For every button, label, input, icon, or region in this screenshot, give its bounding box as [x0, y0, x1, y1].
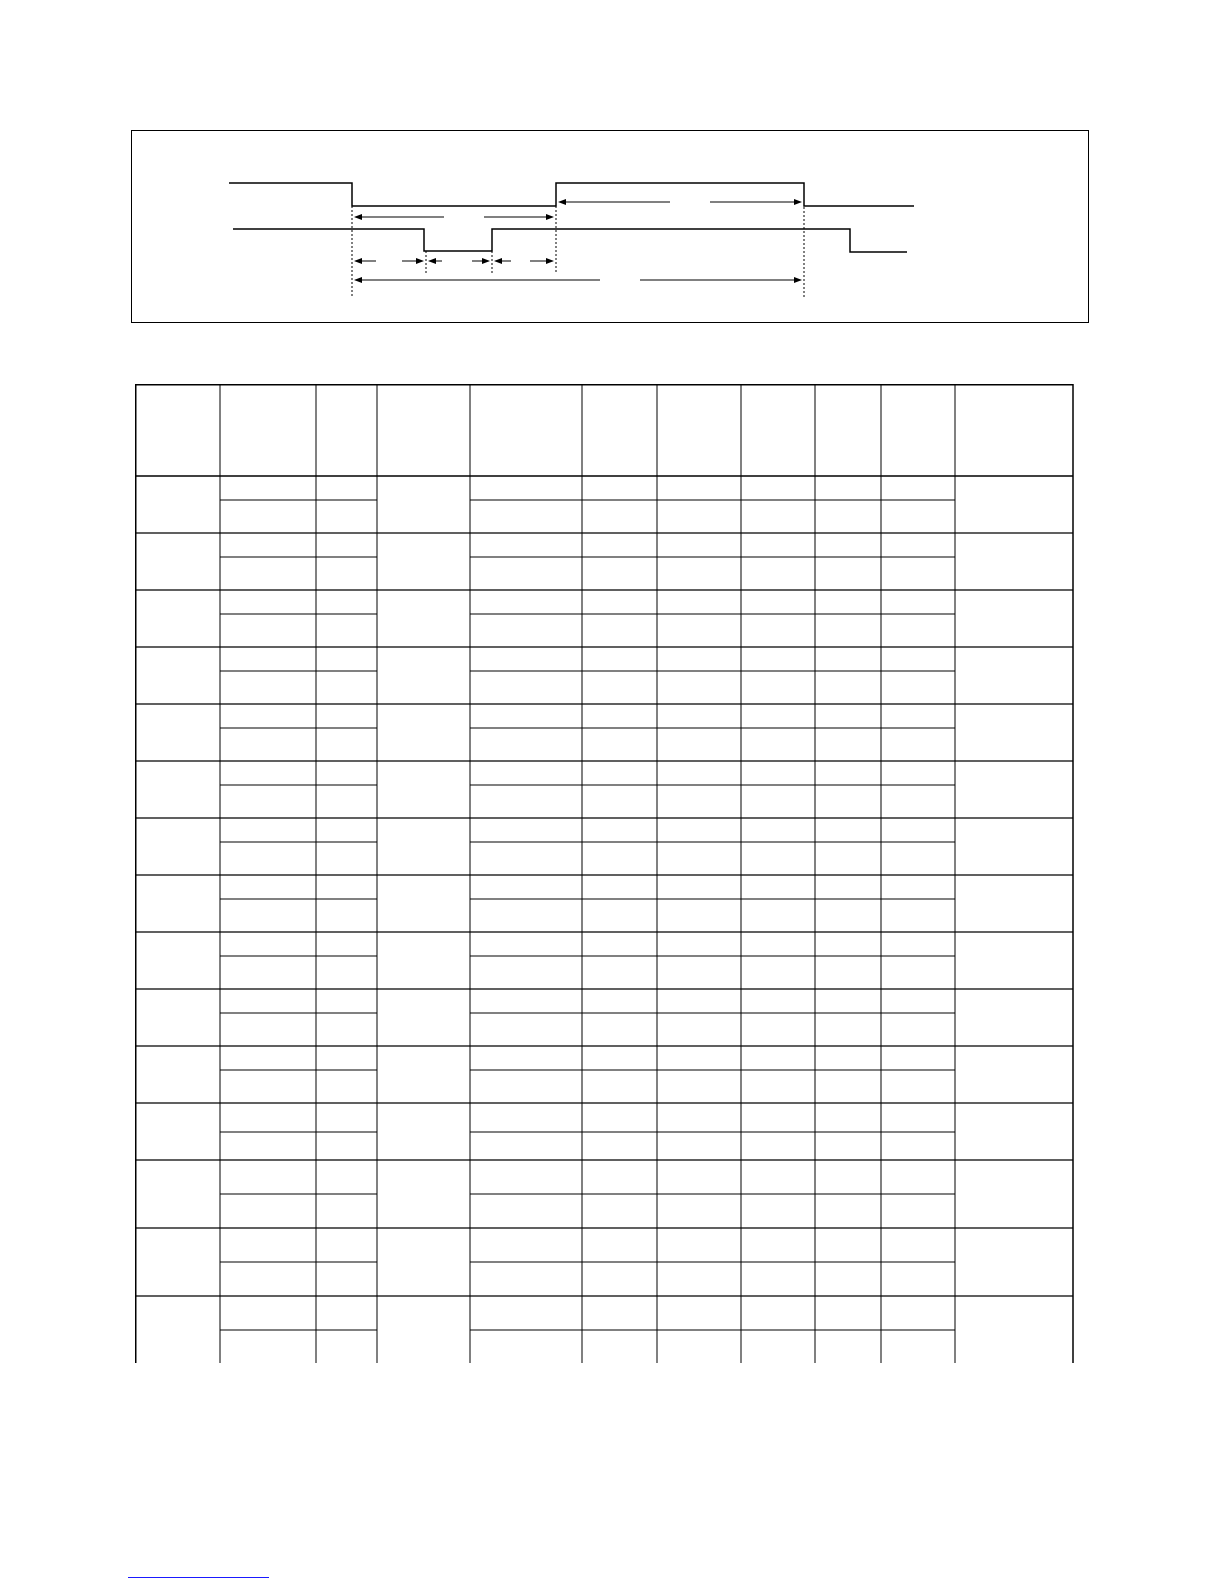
timing-diagram-frame	[131, 130, 1089, 323]
table-grid	[135, 384, 1084, 1363]
signal-2-waveform	[233, 229, 907, 252]
specification-table	[135, 384, 1084, 1363]
timing-diagram	[132, 131, 1090, 324]
signal-1-waveform	[229, 183, 914, 206]
footer-link-underline	[128, 1577, 269, 1578]
